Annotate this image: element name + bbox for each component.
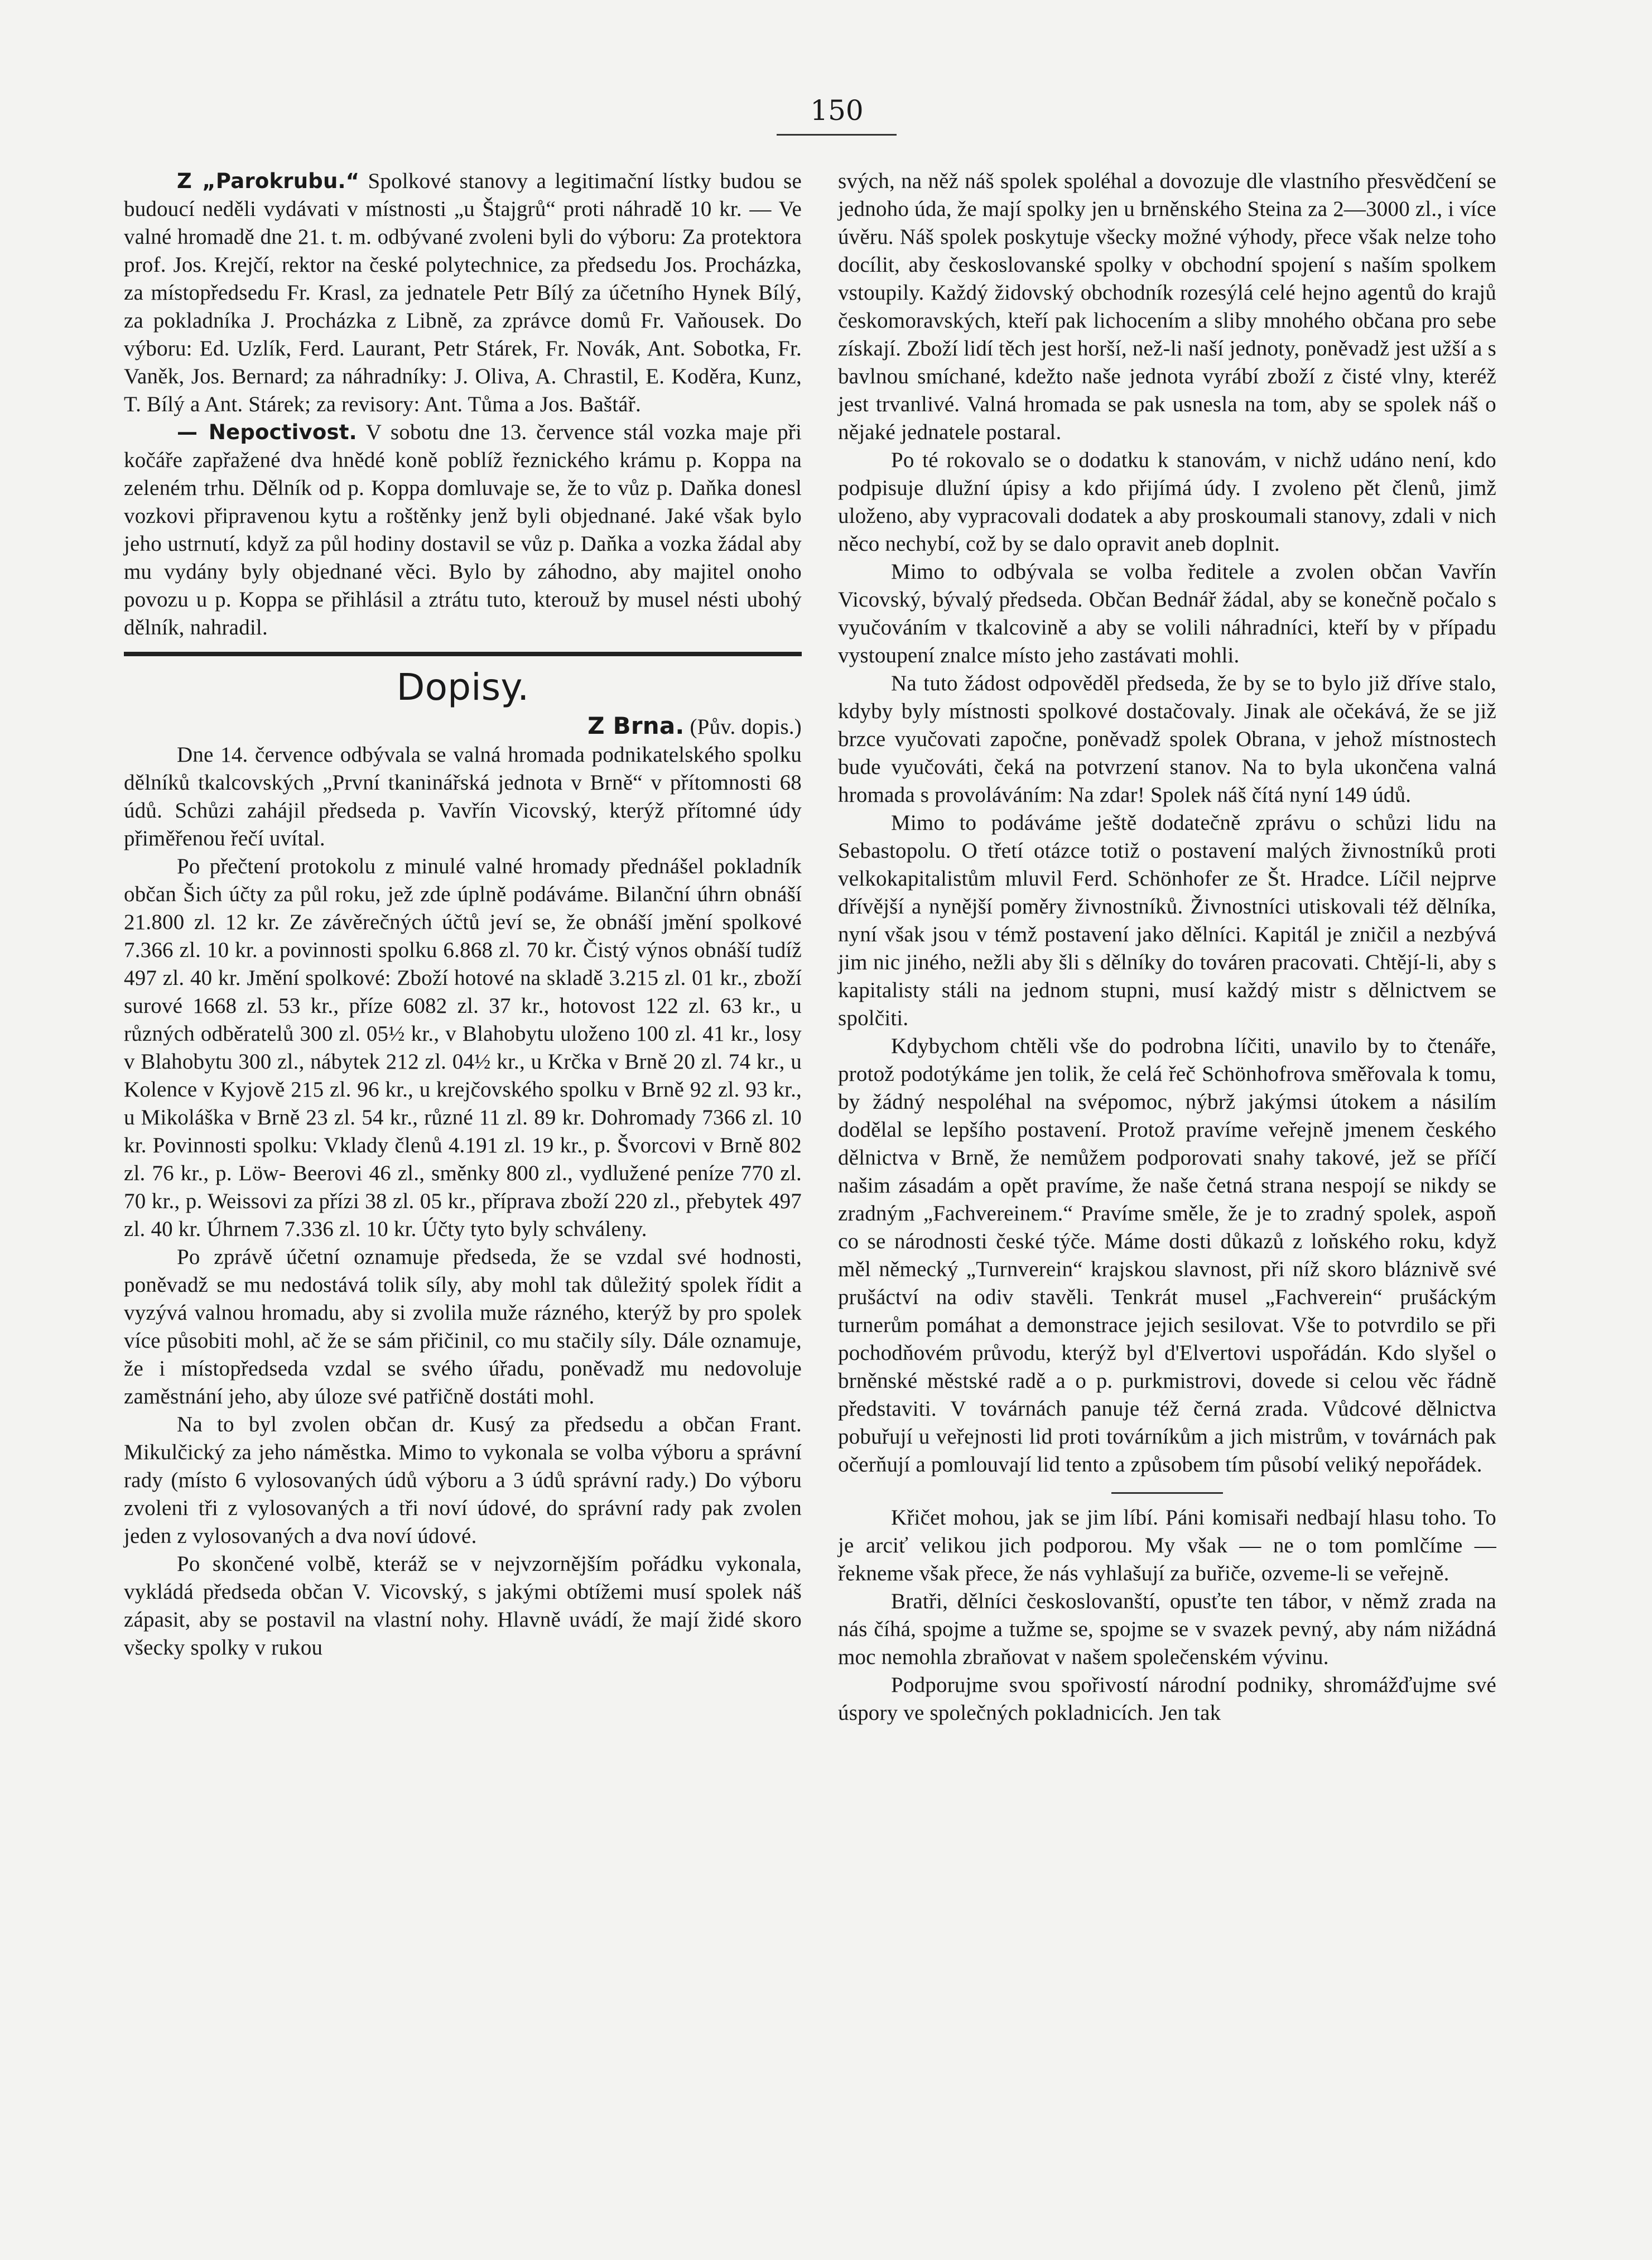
- news-item-text: V sobotu dne 13. července stál vozka maje při kočáře zapřažené dva hnědé koně poblíž řeznického krámu p. Koppa na zeleném trhu. Dělník od p. Koppa domluvaje se, že to vůz p. Daňka donesl vozkovi připravenou kytu a roštěnky jenž byli objednané. Jaké však bylo jeho ustrnutí, když za půl hodiny dostavil se vůz p. Daňka a vozka žádal aby mu vydány byly objednané věci. Bylo by záhodno, aby majitel onoho povozu u p. Koppa se přihlásil a ztrátu tuto, kterouž by musel nésti ubohý dělník, nahradil.: [124, 420, 802, 639]
- article-paragraph: Po zprávě účetní oznamuje předseda, že se vzdal své hodnosti, poněvadž se mu nedostává tolik síly, aby mohl tak důležitý spolek řídit a vyzývá valnou hromadu, aby si zvolila muže rázného, kterýž by pro spolek více působiti mohl, ač že se sám přičinil, co mu stačily síly. Dále oznamuje, že i místopředseda vzdal se svého úřadu, poněvadž mu nedovoluje zaměstnání jeho, aby úloze své patřičně dostáti mohl.: [124, 1245, 802, 1408]
- article-paragraph: Mimo to podáváme ještě dodatečně zprávu o schůzi lidu na Sebastopolu. O třetí otázce totiž o postavení malých živnostníků proti velkokapitalistům mluvil Ferd. Schönhofer ze Št. Hradce. Líčil nejprve dřívější a nynější poměry živnostníků. Živnostníci utiskovali též dělníka, nyní však jsou v témž postavení jako dělníci. Kapitál je zničil a nezbývá jim nic jiného, nežli aby šli s dělníky do továren pracovati. Chtějí-li, aby s kapitalisty stáli na jednom stupni, musí každý mistr s dělnictvem se spolčiti.: [838, 811, 1496, 1030]
- article-paragraph: Po skončené volbě, kteráž se v nejvzornějším pořádku vykonala, vykládá předseda občan V. Vicovský, s jakými obtížemi musí spolek náš zápasit, aby se postavil na vlastní nohy. Hlavně uvádí, že mají židé skoro všecky spolky v rukou: [124, 1552, 802, 1660]
- left-column: [124, 167, 802, 1662]
- article-paragraph: Na tuto žádost odpověděl předseda, že by se to bylo již dříve stalo, kdyby byly místnosti spolkové dostačovaly. Jinak ale očekává, že se již brzce vyučovati započne, poněvadž spolek Obrana, v jehož místnostech bude vyučováti, čeká na potvrzení stanov. Na to byla ukončena valná hromada s provoláváním: Na zdar! Spolek náš čítá nyní 149 údů.: [838, 671, 1496, 807]
- short-divider: [1111, 1492, 1223, 1494]
- article-paragraph: Podporujme svou spořivostí národní podniky, shromážďujme své úspory ve společných pokladnicích. Jen tak: [838, 1673, 1496, 1725]
- news-item-lead: Z „Parokrubu.“: [177, 169, 360, 193]
- article-paragraph: Na to byl zvolen občan dr. Kusý za předsedu a občan Frant. Mikulčický za jeho náměstka. Mimo to vykonala se volba výboru a správní rady (místo 6 vylosovaných údů výboru a 3 údů správní rady.) Do výboru zvoleni tři z vylosovaných a tři noví údové, do správní rady pak zvolen jeden z vylosovaných a dva noví údové.: [124, 1412, 802, 1548]
- article-paragraph: Křičet mohou, jak se jim líbí. Páni komisaři nedbají hlasu toho. To je arciť velikou jich podporou. My však — ne o tom pomlčíme — řekneme však přece, že nás vyhlašují za buřiče, ozveme-li se veřejně.: [838, 1506, 1496, 1585]
- page-number: 150: [810, 94, 864, 127]
- article-paragraph: Po přečtení protokolu z minulé valné hromady přednášel pokladník občan Šich účty za půl roku, jež zde úplně podáváme. Bilanční úhrn obnáší 21.800 zl. 12 kr. Ze závěrečných účtů jeví se, že obnáší jmění spolkové 7.366 zl. 10 kr. a povinnosti spolku 6.868 zl. 70 kr. Čistý výnos obnáší tudíž 497 zl. 40 kr. Jmění spolkové: Zboží hotové na skladě 3.215 zl. 01 kr., zboží surové 1668 zl. 53 kr., příze 6082 zl. 37 kr., hotovost 122 zl. 63 kr., u různých odběratelů 300 zl. 05½ kr., v Blahobytu uloženo 100 zl. 41 kr., losy v Blahobytu 300 zl., nábytek 212 zl. 04½ kr., u Krčka v Brně 20 zl. 74 kr., u Kolence v Kyjově 215 zl. 96 kr., u krejčovského spolku v Brně 92 zl. 93 kr., u Mikoláška v Brně 23 zl. 54 kr., různé 11 zl. 89 kr. Dohromady 7366 zl. 10 kr. Povinnosti spolku: Vklady členů 4.191 zl. 19 kr., p. Švorcovi v Brně 802 zl. 76 kr., p. Löw- Beerovi 46 zl., směnky 800 zl., vydlužené peníze 770 zl. 70 kr., p. Weissovi za přízi 38 zl. 05 kr., příprava zboží 220 zl., přebytek 497 zl. 40 kr. Úhrnem 7.336 zl. 10 kr. Účty tyto byly schváleny.: [124, 854, 802, 1241]
- article-paragraph: svých, na něž náš spolek spoléhal a dovozuje dle vlastního přesvědčení se jednoho úda, že mají spolky jen u brněnského Steina za 2—3000 zl., i více úvěru. Náš spolek poskytuje všecky možné výhody, přece však nelze toho docílit, aby českoslovanské spolky v obchodní spojení s naším spolkem vstoupily. Každý židovský obchodník rozesýlá celé hejno agentů do krajů českomoravských, kteří pak lichocením a sliby mnohého občana pro sebe získají. Zboží lidí těch jest horší, než-li naší jednoty, poněvadž jest užší a s bavlnou smíchané, kdežto naše jednota vyrábí zboží z čisté vlny, kteréž jest trvanlivé. Valná hromada se pak usnesla na tom, aby se spolek náš o nějaké jednatele postaral.: [838, 169, 1496, 444]
- article-paragraph: Kdybychom chtěli vše do podrobna líčiti, unavilo by to čtenáře, protož podotýkáme jen tolik, že celá řeč Schönhofrova směřovala k tomu, by žádný nespoléhal na svépomoc, nýbrž jakýmsi útokem a násilím dodělal se lepšího postavení. Protož pravíme veřejně jmenem českého dělnictva v Brně, že nemůžem podporovati snahy takové, jež se příčí našim zásadám a opět pravíme, že naše četná strana nespojí se nikdy se zradným „Fachvereinem.“ Pravíme směle, že je to zradný spolek, aspoň co se národnosti české týče. Máme dosti důkazů z loňského roku, když měl německý „Turnverein“ krajskou slavnost, při níž skoro bláznivě své prušáctví na odiv stavěli. Tenkrát musel „Fachverein“ prušáckým turnerům pomáhat a demonstrace jejich sesilovat. Vše to potvrdilo se při pochodňovém průvodu, kterýž byl d'Elvertovi uspořádán. Kdo slyšel o brněnské městské radě a o p. purkmistrovi, dovede si celou věc řádně představiti. V továrnách panuje též černá zrada. Vůdcové dělnictva pobuřují u veřejnosti lid proti továrníkům a jich mistrům, v továrnách pak očerňují a pomlouvají lid tento a způsobem tím působí veliký nepořádek.: [838, 1034, 1496, 1477]
- article-paragraph: Dne 14. července odbývala se valná hromada podnikatelského spolku dělníků tkalcovských „První tkaninářská jednota v Brně“ v přítomnosti 68 údů. Schůzi zahájil předseda p. Vavřín Vicovský, kterýž přítomné údy přiměřenou řečí uvítal.: [124, 743, 802, 850]
- news-item-parokrub: [124, 167, 802, 419]
- dateline-place: Z Brna.: [587, 712, 685, 739]
- page-number-rule: [777, 134, 897, 136]
- article-paragraph: Mimo to odbývala se volba ředitele a zvolen občan Vavřín Vicovský, bývalý předseda. Občan Bednář žádal, aby se konečně počalo s vyučováním v tkalcovině a aby se volili náhradníci, kteří by v případu vystoupení znalce místo jeho zastávati mohli.: [838, 560, 1496, 667]
- section-divider: [124, 652, 802, 656]
- news-item-text: Spolkové stanovy a legitimační lístky budou se budoucí neděli vydávati v místnosti „u Štajgrů“ proti náhradě 10 kr. — Ve valné hromadě dne 21. t. m. odbývané zvoleni byli do výboru: Za protektora prof. Jos. Krejčí, rektor na české polytechnice, za předsedu Jos. Procházka, za místopředsedu Fr. Krasl, za jednatele Petr Bílý za účetního Hynek Bílý, za pokladníka J. Procházka z Libně, za zprávce domů Fr. Vaňousek. Do výboru: Ed. Uzlík, Ferd. Laurant, Petr Stárek, Fr. Novák, Ant. Sobotka, Fr. Vaněk, Jos. Bernard; za náhradníky: J. Oliva, A. Chrastil, E. Koděra, Kunz, T. Bílý a Ant. Stárek; za revisory: Ant. Tůma a Jos. Baštář.: [124, 169, 802, 416]
- article-paragraph: Bratři, dělníci českoslovanští, opusťte ten tábor, v němž zrada na nás číhá, spojme a tužme se, spojme se v svazek pevný, aby nám nižádná moc nemohla zbraňovat v našem společenském vývinu.: [838, 1589, 1496, 1669]
- dateline-note: (Pův. dopis.): [690, 715, 802, 739]
- news-item-nepoctivost: [124, 419, 802, 642]
- article-paragraph: Po té rokovalo se o dodatku k stanovám, v nichž udáno není, kdo podpisuje dlužní úpisy a kdo přijímá údy. I zvoleno pět členů, jimž uloženo, aby vypracovali dodatek a aby proskoumali stanovy, zdali v nich něco nechybí, což by se dalo opravit aneb doplnit.: [838, 448, 1496, 556]
- right-column: [838, 167, 1496, 1727]
- news-item-lead: — Nepoctivost.: [177, 420, 357, 444]
- section-title: Dopisy.: [396, 666, 529, 709]
- dateline: [124, 712, 802, 741]
